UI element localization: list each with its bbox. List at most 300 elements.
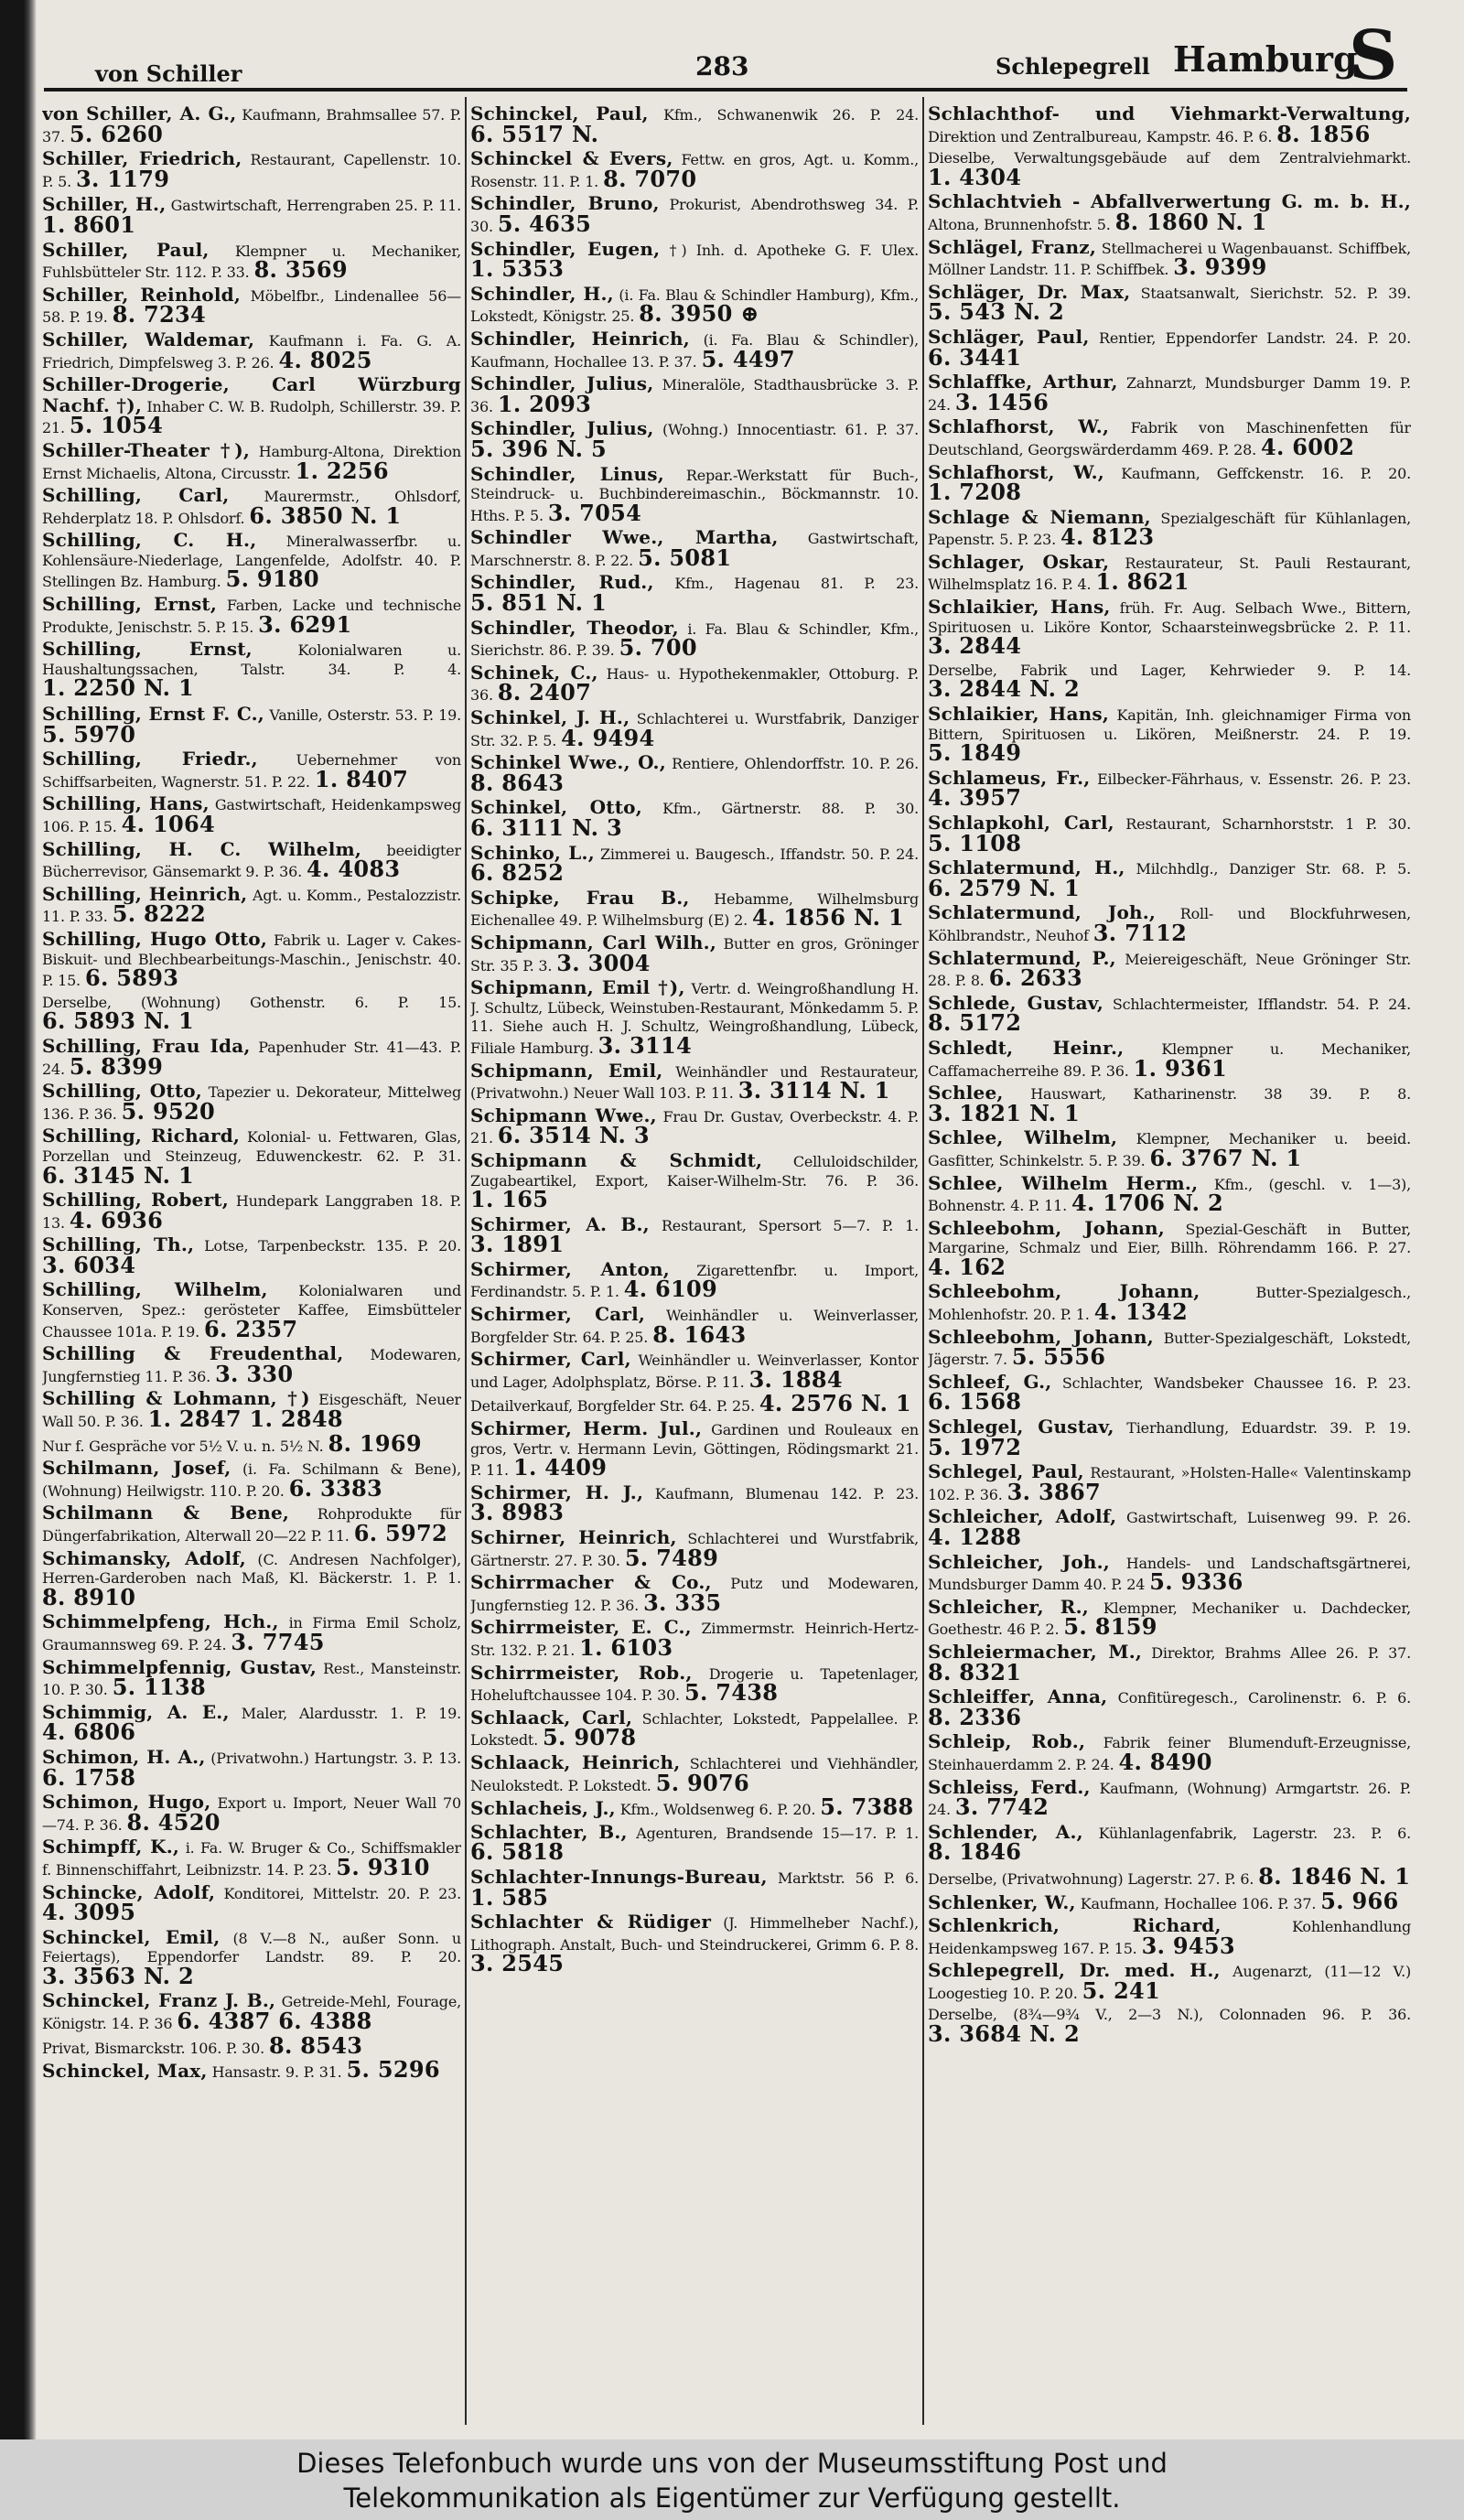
entry-details: Vertr. d. Weingroßhandlung H. J. Schultz, Lübeck, Weinstuben-Restaurant, Mönkedamm 5. P. 11. Siehe auch H. J. Schultz, Weingroßhandlung, Lübeck, Filiale Hamburg. [470, 980, 919, 1057]
entry-name: Schindler, Julius, [470, 372, 654, 395]
entry-details: Weinhändler u. Weinverlasser, Kontor und Lager, Adolphsplatz, Börse. P. 11. [470, 1352, 919, 1391]
entry-phone: 1. 7208 [928, 479, 1022, 506]
directory-entry [928, 1687, 1411, 1729]
directory-entry [470, 663, 919, 705]
directory-entry [42, 1126, 461, 1188]
directory-entry [42, 1280, 461, 1341]
entry-phone: 5. 4497 [701, 345, 795, 372]
entry-name: Schimmelpfeng, Hch., [42, 1610, 279, 1633]
entry-phone: 3. 3114 N. 1 [737, 1077, 890, 1104]
entry-details: Marktstr. 56 P. 6. [777, 1868, 919, 1887]
entry-details: (i. Fa. Blau & Schindler), Kaufmann, Hochallee 13. P. 37. [470, 330, 919, 371]
book-binding-shadow [0, 0, 37, 2439]
entry-details: beeidigter Bücherrevisor, Gänsemarkt 9. P. 36. [42, 841, 461, 881]
entry-details: i. Fa. Blau & Schindler, Kfm., Sierichstr. 86. P. 39. [470, 619, 919, 660]
entry-details: Augenarzt, (11—12 V.) Loogestieg 10. P. 20. [928, 1963, 1411, 2002]
entry-details: Schlachter, Lokstedt, Pappelallee. P. Lokstedt. [470, 1709, 919, 1750]
directory-entry [928, 813, 1411, 856]
entry-name: Schleicher, R., [928, 1595, 1089, 1618]
entry-name: Schleiffer, Anna, [928, 1685, 1108, 1708]
entry-details: Kolonialwaren u. Haushaltungssachen, Talstr. 34. P. 4. [42, 641, 461, 678]
entry-name: Schlee, Wilhelm, [928, 1126, 1118, 1149]
directory-entry [928, 1961, 1411, 2003]
directory-entry [470, 1820, 919, 1866]
entry-phone: 3. 9399 [1173, 253, 1267, 281]
directory-entry [928, 766, 1411, 812]
directory-entry [42, 330, 461, 372]
directory-entry [928, 858, 1411, 900]
entry-details: Repar.-Werkstatt für Buch-, Steindruck- u. Buchbindereimaschin., Böckmannstr. 10. Hths. P. 5. [470, 466, 919, 524]
entry-phone: 5. 4635 [497, 210, 592, 237]
entry-phone: 4. 6109 [623, 1276, 718, 1303]
entry-phone: 4. 8490 [1118, 1748, 1212, 1775]
directory-entry [928, 505, 1411, 551]
entry-phone: 5. 6260 [69, 120, 164, 147]
entry-details: Restaurant, Spersort 5—7. P. 1. [661, 1216, 919, 1234]
entry-name: Schlafhorst, W., [928, 415, 1110, 438]
directory-entry [928, 903, 1411, 945]
entry-phone: 4. 162 [928, 1253, 1006, 1280]
directory-entry [928, 1036, 1411, 1082]
entry-phone: 3. 6034 [42, 1251, 136, 1278]
entry-name: Schindler, Julius, [470, 417, 654, 440]
directory-entry [42, 149, 461, 191]
directory-entry [928, 372, 1411, 415]
directory-entry [42, 1034, 461, 1080]
entry-name: Schlepegrell, Dr. med. H., [928, 1959, 1221, 1982]
directory-entry [928, 1916, 1411, 1958]
entry-phone: 5. 396 N. 5 [470, 435, 607, 462]
directory-entry [42, 1925, 461, 1989]
entry-details: Kaufmann, Geffckenstr. 16. P. 20. [1121, 464, 1411, 482]
directory-entry [470, 708, 919, 750]
entry-name: Schilling, Friedr., [42, 748, 258, 770]
entry-phone: 4. 2576 N. 1 [759, 1390, 911, 1417]
entry-name: Schinckel, Emil, [42, 1925, 221, 1948]
directory-entry [928, 1325, 1411, 1371]
entry-details: Kfm., Woldsenweg 6. P. 20. [619, 1801, 816, 1819]
directory-entry [928, 1507, 1411, 1549]
entry-phone: 8. 8321 [928, 1658, 1022, 1685]
entry-phone: 4. 9494 [561, 724, 655, 751]
entry-details: Agenturen, Brandsende 15—17. P. 1. [636, 1824, 919, 1842]
entry-name: Schirmer, Anton, [470, 1257, 670, 1280]
entry-details: Agt. u. Komm., Pestalozzistr. 11. P. 33. [42, 886, 461, 926]
entry-phone: 6. 4387 6. 4388 [177, 2008, 372, 2035]
entry-phone: 4. 3957 [928, 784, 1022, 812]
directory-entry [470, 841, 919, 887]
entry-details: Butter en gros, Gröninger Str. 35 P. 3. [470, 934, 919, 975]
entry-name: Schläger, Paul, [928, 325, 1090, 348]
directory-entry [928, 1417, 1411, 1459]
column-divider [465, 97, 467, 2425]
entry-phone: 5. 1054 [69, 412, 164, 439]
entry-phone: 8. 1846 N. 1 [1258, 1862, 1411, 1890]
entry-phone: 1. 2250 N. 1 [42, 674, 194, 702]
entry-phone: 1. 165 [470, 1186, 549, 1213]
directory-entry [470, 1865, 919, 1911]
entry-phone: 8. 7234 [112, 301, 207, 328]
directory-entry [470, 888, 919, 931]
entry-phone: 3. 3867 [1006, 1478, 1101, 1505]
entry-details: Drogerie u. Tapetenlager, Hoheluftchaussee 104. P. 30. [470, 1664, 919, 1705]
entry-details: (J. Himmelheber Nachf.), Lithograph. Anstalt, Buch- und Steindruckerei, Grimm 6. P. 8. [470, 1914, 919, 1954]
entry-details: (C. Andresen Nachfolger), Herren-Garderoben nach Maß, Kl. Bäckerstr. 1. P. 1. [42, 1550, 461, 1588]
directory-entry [470, 329, 919, 372]
entry-details: Hansastr. 9. P. 31. [211, 2063, 342, 2082]
entry-phone: 8. 1969 [328, 1429, 422, 1457]
entry-phone: 3. 335 [643, 1588, 722, 1616]
entry-name: Schilling, Heinrich, [42, 882, 248, 905]
entry-name: Schlender, A., [928, 1820, 1083, 1843]
entry-name: Schindler, H., [470, 282, 614, 305]
entry-details: Fabrik von Maschinenfetten für Deutschland, Georgswärderdamm 469. P. 28. [928, 419, 1411, 458]
entry-details: Klempner u. Mechaniker, Fuhlsbütteler Str. 112. P. 33. [42, 242, 461, 282]
entry-name: Schlede, Gustav, [928, 991, 1104, 1014]
entry-details: Schlachterei und Viehhändler, Neulokstedt. P. Lokstedt. [470, 1754, 919, 1794]
entry-phone: 1. 8601 [42, 210, 136, 238]
directory-entry [470, 616, 919, 662]
entry-details: Roll- und Blockfuhrwesen, Köhlbrandstr., Neuhof [928, 905, 1411, 944]
entry-name: Schiller, Paul, [42, 238, 210, 261]
entry-name: Schipmann, Emil, [470, 1059, 663, 1082]
entry-name: Schlee, Wilhelm Herm., [928, 1171, 1199, 1194]
entry-details: Direktion und Zentralbureau, Kampstr. 46. P. 6. [928, 127, 1273, 145]
entry-phone: 3. 3114 [597, 1031, 692, 1059]
entry-phone: 3. 1456 [954, 388, 1050, 415]
directory-entry [928, 417, 1411, 459]
entry-phone: 8. 2407 [497, 679, 592, 706]
entry-details: Eisgeschäft, Neuer Wall 50. P. 36. [42, 1391, 461, 1431]
entry-name: Schincke, Adolf, [42, 1880, 216, 1903]
entry-name: Schlaack, Heinrich, [470, 1750, 681, 1773]
page-header [37, 16, 1457, 95]
entry-phone: 3. 1179 [75, 165, 170, 192]
entry-phone: 5. 9520 [121, 1097, 215, 1125]
entry-phone: 6. 2579 N. 1 [928, 874, 1080, 901]
entry-name: Schirmer, Carl, [470, 1303, 646, 1326]
entry-phone: 1. 585 [470, 1883, 549, 1911]
entry-name: Schilling, Richard, [42, 1125, 241, 1147]
directory-entry [42, 486, 461, 528]
archive-notice-line-2: Telekommunikation als Eigentümer zur Verfügung gestellt. [343, 2482, 1121, 2514]
entry-details: Modewaren, Jungfernstieg 11. P. 36. [42, 1346, 461, 1385]
directory-entry [42, 1793, 461, 1835]
entry-name: Schilling, Wilhelm, [42, 1278, 268, 1301]
entry-name: Schilling, Carl, [42, 484, 230, 507]
section-letter: S [1349, 16, 1398, 95]
entry-phone: 6. 5517 N. [470, 120, 599, 147]
entry-details: Kolonial- u. Fettwaren, Glas, Porzellan und Steinzeug, Eduwenckestr. 62. P. 31. [42, 1128, 461, 1165]
directory-entry [928, 1216, 1411, 1280]
entry-details: Rentier, Eppendorfer Landstr. 24. P. 20. [1099, 328, 1411, 347]
entry-phone: 5. 7438 [684, 1679, 779, 1707]
entry-name: Schlacheis, J., [470, 1797, 616, 1820]
entry-name: Schipmann, Carl Wilh., [470, 931, 716, 953]
entry-name: Schlachtvieh - Abfallverwertung G. m. b. H., [928, 190, 1411, 213]
entry-phone: 3. 8983 [470, 1499, 565, 1526]
entry-name: Schiller, Friedrich, [42, 147, 242, 170]
entry-name: Schleiermacher, M., [928, 1640, 1143, 1663]
entry-details: Maler, Alardusstr. 1. P. 19. [241, 1704, 461, 1722]
entry-details: Spezialgeschäft für Kühlanlagen, Papenstr. 5. P. 23. [928, 509, 1411, 549]
entry-phone: 1. 4304 [928, 163, 1022, 190]
directory-entry [42, 1190, 461, 1233]
entry-details: Kaufmann, Brahmsallee 57. P. 37. [42, 106, 461, 145]
directory-entry [42, 1612, 461, 1654]
entry-phone: 4. 1342 [1093, 1298, 1188, 1326]
entry-name: Schilling, Ernst F. C., [42, 703, 264, 726]
entry-details: Schlachter, Wandsbeker Chaussee 16. P. 23. [1061, 1373, 1411, 1392]
entry-name: Schlatermund, H., [928, 856, 1125, 879]
directory-entry [42, 1546, 461, 1610]
entry-phone: 5. 7489 [624, 1544, 719, 1571]
directory-entry [470, 1419, 919, 1481]
entry-details: Tapezier u. Dekorateur, Mittelweg 136. P. 36. [42, 1083, 461, 1123]
entry-phone: 3. 9453 [1141, 1932, 1235, 1959]
entry-phone: 6. 3441 [928, 343, 1022, 371]
directory-entry [470, 462, 919, 526]
entry-details: Kfm., Gärtnerstr. 88. P. 30. [662, 800, 919, 818]
entry-name: Schipke, Frau B., [470, 886, 690, 909]
entry-phone: 4. 1064 [121, 811, 215, 837]
entry-name: Schleip, Rob., [928, 1730, 1086, 1753]
entry-name: Schipmann, Emil †), [470, 976, 685, 999]
entry-name: Schindler, Heinrich, [470, 327, 690, 350]
entry-phone: 5. 700 [619, 634, 697, 662]
entry-phone: 3. 7054 [547, 499, 642, 526]
directory-entry [928, 1462, 1411, 1504]
entry-details: Fabrik feiner Blumenduft-Erzeugnisse, Steinhauerdamm 2. P. 24. [928, 1734, 1411, 1773]
directory-column-2 [470, 104, 919, 2419]
entry-details: Konditorei, Mittelstr. 20. P. 23. [223, 1884, 461, 1902]
entry-details: Eilbecker-Fährhaus, v. Essenstr. 26. P. 23. [1097, 770, 1411, 788]
entry-phone: 3. 2545 [470, 1950, 565, 1977]
entry-details: Kühlanlagenfabrik, Lagerstr. 23. P. 6. [1098, 1824, 1411, 1842]
city-heading: Hamburg [1173, 38, 1358, 80]
entry-details: Hamburg-Altona, Direktion Ernst Michaelis, Altona, Circusstr. [42, 442, 461, 482]
entry-name: Schilling, Frau Ida, [42, 1034, 251, 1057]
entry-phone: 6. 8252 [470, 859, 565, 887]
directory-entry [928, 2006, 1411, 2046]
directory-entry [470, 1661, 919, 1707]
entry-details: Hebamme, Wilhelmsburg Eichenallee 49. P. Wilhelmsburg (E) 2. [470, 889, 919, 930]
entry-details: Spezial-Geschäft in Butter, Margarine, Schmalz und Eier, Billh. Röhrendamm 166. P. 27. [928, 1220, 1411, 1257]
entry-details: Schlachterei und Wurstfabrik, Gärtnerstr. 27. P. 30. [470, 1530, 919, 1569]
entry-phone: 1. 2847 1. 2848 [147, 1405, 343, 1433]
directory-entry [470, 1912, 919, 1976]
archive-notice-line-1: Dieses Telefonbuch wurde uns von der Museumsstiftung Post und [296, 2448, 1168, 2479]
entry-name: Schleebohm, Johann, [928, 1216, 1165, 1239]
entry-details: Rentiere, Ohlendorffstr. 10. P. 26. [672, 755, 919, 773]
entry-phone: 1. 8407 [314, 765, 409, 792]
entry-name: Schlaikier, Hans, [928, 703, 1110, 726]
entry-details: Kfm., Hagenau 81. P. 23. [674, 575, 919, 593]
entry-details: Restaurant, Scharnhorststr. 1 P. 30. [1125, 815, 1411, 833]
entry-name: Schilling, Hugo Otto, [42, 927, 267, 950]
running-head-left: von Schiller [95, 60, 242, 87]
directory-entry [470, 1390, 919, 1417]
entry-phone: 1. 2093 [497, 390, 592, 417]
entry-details: Inhaber C. W. B. Rudolph, Schillerstr. 39. P. 21. [42, 397, 461, 437]
entry-details: i. Fa. W. Bruger & Co., Schiffsmakler f. Binnenschiffahrt, Leibnizstr. 14. P. 23. [42, 1839, 461, 1879]
entry-name: Schindler, Linus, [470, 462, 664, 485]
entry-details: Klempner, Mechaniker u. beeid. Gasfitter, Schinkelstr. 5. P. 39. [928, 1130, 1411, 1169]
entry-name: Schlenkrich, Richard, [928, 1914, 1222, 1937]
entry-name: Schlegel, Gustav, [928, 1416, 1114, 1438]
entry-name: Schilling, Otto, [42, 1080, 202, 1103]
directory-entry [928, 1171, 1411, 1217]
directory-entry [470, 1061, 919, 1104]
entry-name: Schindler, Bruno, [470, 192, 660, 215]
entry-phone: 8. 4520 [126, 1808, 221, 1836]
entry-details: Klempner u. Mechaniker, Caffamacherreihe 89. P. 36. [928, 1039, 1411, 1080]
entry-details: Handels- und Landschaftsgärtnerei, Mundsburger Damm 40. P. 24 [928, 1554, 1411, 1594]
entry-phone: 3. 1891 [470, 1231, 565, 1258]
entry-phone: 5. 5556 [1011, 1343, 1106, 1371]
entry-name: Schleebohm, Johann, [928, 1325, 1154, 1348]
entry-name: Schlenker, W., [928, 1890, 1076, 1913]
entry-details: Restaurant, Capellenstr. 10. P. 5. [42, 151, 461, 190]
directory-entry [42, 595, 461, 637]
directory-entry [42, 749, 461, 792]
directory-entry [470, 573, 919, 615]
entry-phone: 8. 8910 [42, 1583, 136, 1610]
directory-entry [470, 1573, 919, 1615]
directory-entry [470, 1148, 919, 1213]
directory-entry [42, 640, 461, 701]
entry-phone: 4. 4083 [307, 856, 401, 883]
directory-entry [42, 794, 461, 836]
entry-name: Schindler, Eugen, [470, 237, 661, 260]
entry-name: Schirrmacher & Co., [470, 1571, 712, 1594]
directory-entry [470, 419, 919, 461]
entry-phone: 6. 2357 [204, 1315, 298, 1342]
entry-name: Schledt, Heinr., [928, 1036, 1125, 1059]
entry-name: Schilling, Hans, [42, 792, 210, 815]
entry-details: Gastwirtschaft, Luisenweg 99. P. 26. [1126, 1509, 1411, 1527]
entry-name: Schlaack, Carl, [470, 1706, 633, 1728]
entry-phone: 5. 9180 [225, 565, 319, 593]
entry-name: Schilling, Robert, [42, 1189, 229, 1212]
directory-entry [470, 374, 919, 416]
directory-entry [928, 1595, 1411, 1641]
entry-phone: 6. 5972 [353, 1520, 448, 1546]
directory-entry [42, 2031, 461, 2059]
entry-name: Schindler, Theodor, [470, 616, 679, 639]
entry-name: Schläger, Dr. Max, [928, 280, 1131, 303]
entry-name: Schlaffke, Arthur, [928, 371, 1118, 393]
directory-entry [470, 933, 919, 975]
entry-details: Farben, Lacke und technische Produkte, Jenischstr. 5. P. 15. [42, 597, 461, 636]
entry-name: Schlachter & Rüdiger [470, 1911, 712, 1933]
entry-details: (Wohng.) Innocentiastr. 61. P. 37. [662, 421, 919, 439]
entry-details: Haus- u. Hypothekenmakler, Ottoburg. P. 36. [470, 664, 919, 705]
entry-phone: 8. 3569 [253, 256, 348, 284]
directory-entry [928, 235, 1411, 281]
entry-name: Schleicher, Joh., [928, 1550, 1110, 1573]
entry-details: Derselbe, (8¾—9¾ V., 2—3 N.), Colonnaden 96. P. 36. [928, 2006, 1411, 2024]
entry-name: Schlameus, Fr., [928, 766, 1091, 789]
directory-entry [42, 194, 461, 237]
entry-name: Schlafhorst, W., [928, 460, 1104, 483]
entry-details: Maurermstr., Ohlsdorf, Rehderplatz 18. P. Ohlsdorf. [42, 488, 461, 527]
directory-entry [42, 1837, 461, 1879]
entry-phone: 6. 3767 N. 1 [1149, 1144, 1302, 1171]
entry-phone: 1. 8621 [1095, 568, 1190, 596]
directory-entry [42, 837, 461, 883]
entry-name: Schinckel, Max, [42, 2060, 208, 2083]
directory-entry [928, 460, 1411, 506]
entry-phone: 3. 3004 [556, 949, 651, 976]
entry-phone: 6. 5893 [84, 964, 179, 992]
entry-details: Derselbe, Fabrik und Lager, Kehrwieder 9. P. 14. [928, 661, 1411, 679]
entry-phone: 8. 3950 ⊕ [639, 300, 759, 328]
directory-entry [470, 1350, 919, 1392]
directory-entry [928, 280, 1411, 326]
entry-details: Papenhuder Str. 41—43. P. 24. [42, 1038, 461, 1078]
entry-phone: 5. 8222 [112, 900, 207, 928]
entry-details: Hundepark Langgraben 18. P. 13. [42, 1192, 461, 1232]
entry-details: Altona, Brunnenhofstr. 5. [928, 215, 1111, 233]
running-head-right: Schlepegrell [996, 53, 1150, 80]
directory-entry [470, 1750, 919, 1796]
entry-phone: 4. 8025 [278, 346, 372, 373]
entry-phone: 5. 851 N. 1 [470, 589, 607, 617]
entry-phone: 3. 7745 [231, 1628, 325, 1655]
directory-entry [470, 149, 919, 191]
entry-phone: 3. 2844 N. 2 [928, 675, 1080, 703]
entry-phone: 6. 1568 [928, 1388, 1022, 1416]
entry-details: Möbelfbr., Lindenallee 56—58. P. 19. [42, 286, 461, 327]
entry-phone: 6. 5893 N. 1 [42, 1007, 194, 1035]
directory-entry [470, 1528, 919, 1570]
entry-details: Kfm., Schwanenwik 26. P. 24. [663, 106, 919, 124]
entry-name: Schlaikier, Hans, [928, 596, 1111, 619]
directory-entry [42, 1991, 461, 2033]
entry-phone: 5. 241 [1082, 1976, 1160, 2004]
directory-entry [470, 978, 919, 1058]
entry-details: Nur f. Gespräche vor 5½ V. u. n. 5½ N. [42, 1437, 324, 1455]
entry-phone: 3. 1884 [748, 1365, 843, 1393]
entry-name: Schiller-Drogerie, Carl Würzburg Nachf. †), [42, 373, 461, 416]
entry-details: Zigarettenfbr. u. Import, Ferdinandstr. 5. P. 1. [470, 1261, 919, 1301]
entry-name: Schimpff, K., [42, 1836, 180, 1858]
entry-details: Butter-Spezialgeschäft, Lokstedt, Jägerstr. 7. [928, 1329, 1411, 1369]
directory-entry [470, 237, 919, 283]
entry-name: Schiller, Waldemar, [42, 328, 255, 350]
entry-phone: 8. 1846 [928, 1838, 1022, 1866]
entry-phone: 5. 9076 [655, 1769, 750, 1796]
entry-name: Schindler Wwe., Martha, [470, 526, 779, 549]
entry-name: Schimmelpfennig, Gustav, [42, 1655, 318, 1678]
page-number: 283 [695, 51, 749, 81]
entry-name: Schipmann & Schmidt, [470, 1148, 763, 1171]
entry-phone: 6. 3145 N. 1 [42, 1161, 194, 1189]
directory-entry [470, 194, 919, 236]
entry-phone: 5. 5081 [638, 544, 732, 571]
entry-phone: 8. 2336 [928, 1703, 1022, 1730]
directory-entry [470, 1257, 919, 1303]
entry-phone: 3. 7742 [954, 1793, 1050, 1821]
entry-name: Schilling, Ernst, [42, 593, 218, 616]
directory-entry [470, 798, 919, 840]
directory-entry [42, 285, 461, 328]
entry-name: Schirner, Heinrich, [470, 1526, 677, 1548]
entry-details: Restaurant, »Holsten-Halle« Valentinskamp 102. P. 36. [928, 1464, 1411, 1503]
entry-name: Schilling & Lohmann, †) [42, 1387, 310, 1410]
entry-name: Schiller-Theater †), [42, 438, 251, 461]
